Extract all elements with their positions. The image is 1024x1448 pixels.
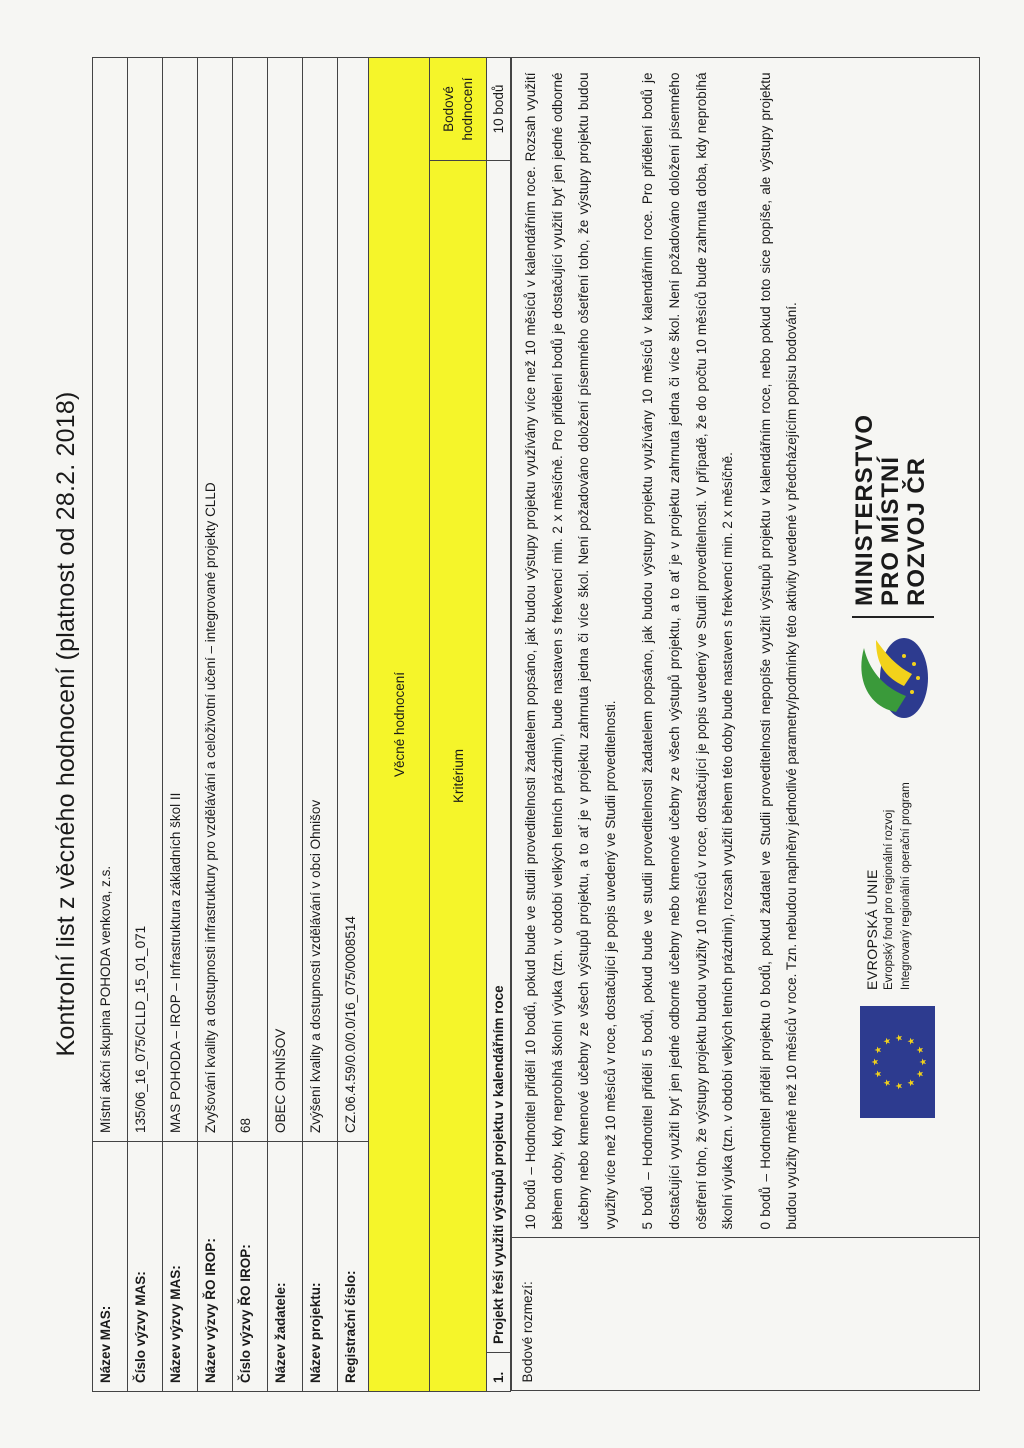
- info-row: [268, 58, 303, 1392]
- info-value: OBEC OHNIŠOV: [268, 58, 303, 1142]
- eu-star-icon: ★: [914, 1045, 925, 1055]
- info-value: Zvýšení kvality a dostupnosti vzdělávání v obci Ohnišov: [303, 58, 338, 1142]
- mmr-line-2: PRO MÍSTNÍ: [877, 455, 904, 606]
- eu-flag-logo: [860, 1006, 935, 1118]
- section-header: Věcné hodnocení: [369, 58, 430, 1392]
- eu-star-icon: ★: [873, 1045, 884, 1055]
- eu-fund: Evropský fond pro regionální rozvoj: [883, 809, 895, 990]
- eu-star-icon: ★: [894, 1081, 904, 1091]
- eu-star-icon: ★: [873, 1069, 884, 1079]
- info-label: Název výzvy MAS:: [163, 1142, 198, 1392]
- info-row: [233, 58, 268, 1392]
- points-column-header: Bodové hodnocení: [430, 58, 487, 161]
- eu-logo-text: [864, 782, 915, 990]
- info-value: Místní akční skupina POHODA venkova, z.s.: [93, 58, 128, 1142]
- info-value: CZ.06.4.59/0.0/0.0/16_075/0008514: [338, 58, 373, 1142]
- eu-star-icon: ★: [906, 1037, 916, 1046]
- info-label: Název žadatele:: [268, 1142, 303, 1392]
- range-label: Bodové rozmezí:: [512, 1238, 980, 1391]
- eu-program: Integrovaný regionální operační program: [900, 782, 912, 990]
- info-label: Registrační číslo:: [338, 1142, 373, 1392]
- criterion-name: Projekt řeší využití výstupů projektu v kalendářním roce: [487, 161, 511, 1353]
- criterion-number: 1.: [487, 1353, 511, 1392]
- info-value: Zvyšování kvality a dostupnosti infrastruktury pro vzdělávání a celoživotní učení – integrované projekty CLLD: [198, 58, 233, 1142]
- info-label: Název MAS:: [93, 1142, 128, 1392]
- eu-star-icon: ★: [894, 1033, 904, 1043]
- eu-title: EVROPSKÁ UNIE: [864, 869, 880, 990]
- info-label: Název výzvy ŘO IROP:: [198, 1142, 233, 1392]
- info-label: Číslo výzvy MAS:: [128, 1142, 163, 1392]
- info-row: [163, 58, 198, 1392]
- range-paragraph: 0 bodů – Hodnotitel přidělí projektu 0 bodů, pokud žadatel ve Studii proveditelnosti nepopíše využití výstupů projektu v kalendářním roce, nebo pokud toto sice popíše, ale výstupy projektu budou využity méně než 10 měsíců v roce. Tzn. nebudou naplněny jednotlivé parametry/podmínky této aktivity uvedené v předcházejícím popisu bodování.: [757, 72, 800, 1230]
- eu-star-icon: ★: [882, 1037, 892, 1046]
- mmr-line-3: ROZVOJ ČR: [903, 456, 930, 606]
- logo-separator: [852, 616, 934, 618]
- eu-star-icon: ★: [870, 1057, 880, 1067]
- info-row: [303, 58, 338, 1392]
- mmr-line-1: MINISTERSTVO: [851, 413, 878, 606]
- eu-star-icon: ★: [906, 1078, 916, 1087]
- info-row: [128, 58, 163, 1392]
- info-value: MAS POHODA – IROP – Infrastruktura základních škol II: [163, 58, 198, 1142]
- info-value: 135/06_16_075/CLLD_15_01_071: [128, 58, 163, 1142]
- mmr-logo-text: [852, 414, 930, 606]
- info-row: [198, 58, 233, 1392]
- info-value: 68: [233, 58, 268, 1142]
- criterion-column-header: Kritérium: [430, 161, 487, 1392]
- info-label: Název projektu:: [303, 1142, 338, 1392]
- info-table: [92, 57, 408, 1392]
- range-paragraph: 10 bodů – Hodnotitel přidělí 10 bodů, pokud bude ve studii proveditelnosti žadatelem popsáno, jak budou výstupy projektu využívány více než 10 měsíců v kalendářním roce. Rozsah využití během doby, kdy neprobíhá školní výuka (tzn. v období velkých letních prázdnin), bude nastaven s frekvencí min. 2 x měsíčně. Pro přidělení bodů je dostačující využití byť jen jedné odborné učebny nebo kmenové učebny ze všech výstupů projektu, a to ať je v projektu zahrnuta jedna či více škol. Není požadováno doložení písemného ošetření toho, že výstupy projektu budou využity více než 10 měsíců v roce, dostačující je popis uvedený ve Studii proveditelnosti.: [523, 72, 618, 1230]
- info-row: [93, 58, 128, 1392]
- eu-star-icon: ★: [914, 1069, 925, 1079]
- eu-star-icon: ★: [882, 1078, 892, 1087]
- info-label: Číslo výzvy ŘO IROP:: [233, 1142, 268, 1392]
- range-paragraph: 5 bodů – Hodnotitel přidělí 5 bodů, pokud bude ve studii proveditelnosti žadatelem popsáno, jak budou výstupy projektu využívány 10 měsíců v kalendářním roce. Pro přidělení bodů je dostačující využití byť jen jedné odborné učebny nebo kmenové učebny ze všech výstupů projektu, a to ať je v projektu zahrnuta jedna či více škol. Není požadováno doložení písemného ošetření toho, že výstupy projektu budou využity 10 měsíců v roce, dostačující je popis uvedený ve Studii proveditelnosti. V případě, že do počtu 10 měsíců bude zahrnuta doba, kdy neprobíhá školní výuka (tzn. v období velkých letních prázdnin), rozsah využití během této doby bude nastaven s frekvencí min. 2 x měsíčně.: [640, 72, 736, 1230]
- irop-logo-icon: [846, 630, 936, 726]
- page-title: Kontrolní list z věcného hodnocení (platnost od 28.2. 2018): [52, 391, 80, 1057]
- criterion-points: 10 bodů: [487, 58, 511, 161]
- eu-star-icon: ★: [918, 1057, 928, 1067]
